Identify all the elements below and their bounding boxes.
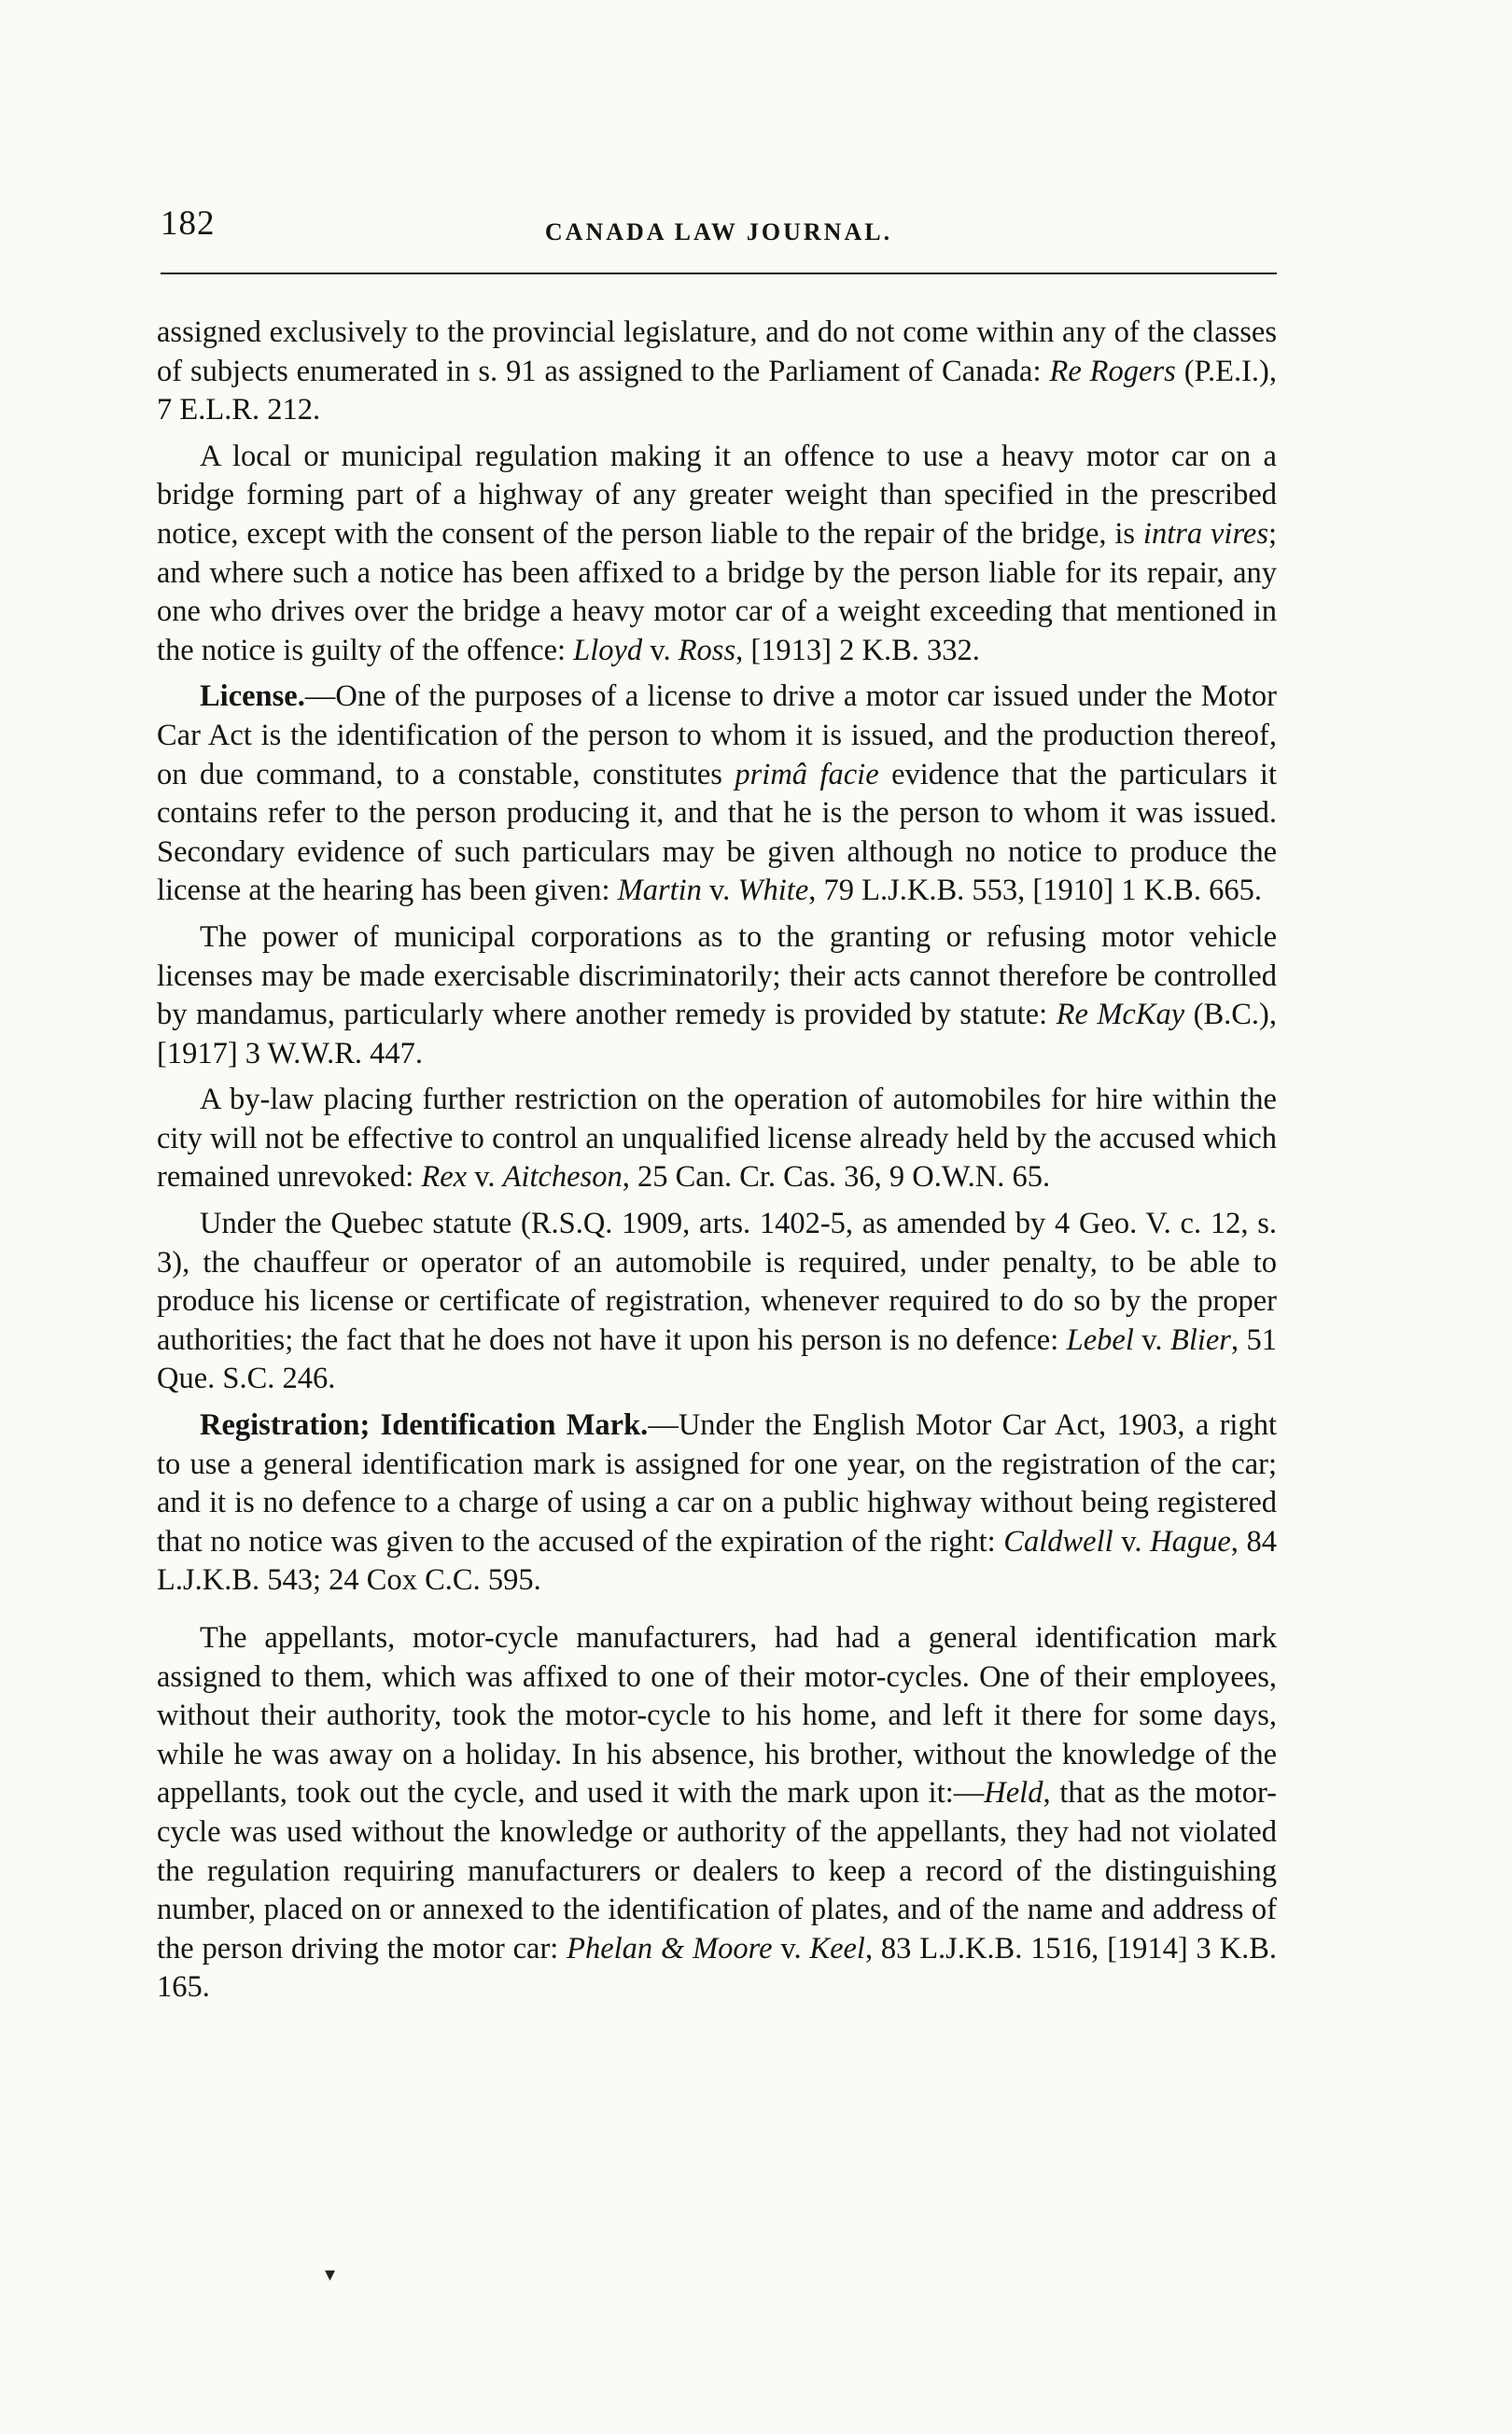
text-run: , 79 L.J.K.B. 553, [1910] 1 K.B. 665.: [808, 874, 1262, 908]
text-run: v.: [772, 1931, 810, 1965]
case-name: Aitcheson: [502, 1160, 623, 1195]
text-run: (P.E.I.), 7 E.L.R. 212.: [157, 354, 1277, 427]
text-run: , [1913] 2 K.B. 332.: [735, 633, 980, 667]
section-heading: License.: [200, 679, 305, 714]
case-name: Re Rogers: [1049, 354, 1176, 388]
case-name: Hague: [1150, 1524, 1231, 1559]
text-run: v.: [467, 1160, 503, 1195]
header-rule: [161, 273, 1277, 274]
running-head: CANADA LAW JOURNAL.: [544, 218, 893, 245]
paragraph-6: [157, 1205, 1277, 1399]
text-run: A local or municipal regulation making it an offence to use a heavy motor car on a bridge forming part of a highway of any greater weight than specified in the prescribed notice, except with the consent of the person liable to the repair of the bridge, is: [157, 439, 1277, 551]
text-run: ; and where such a notice has been affixed to a bridge by the person liable for its repair, any one who drives over the bridge a heavy motor car of a weight exceeding that mentioned in the notice is guilty of the offence:: [157, 516, 1277, 667]
paragraph-1: [157, 314, 1277, 430]
paragraph-7: [157, 1406, 1277, 1601]
text-run: The appellants, motor-cycle manufacturers, had had a general identification mark assigned to them, which was affixed to one of their motor-cycles. One of their employees, without their authority, took the motor-cycle to his home, and left it there for some days, while he was away on a holiday. In his absence, his brother, without the knowledge of the appellants, took out the cycle, and used it with the mark upon it:—: [157, 1621, 1277, 1811]
case-name: Lebel: [1066, 1322, 1134, 1357]
case-name: intra vires: [1142, 516, 1268, 551]
case-name: Rex: [421, 1160, 468, 1195]
text-run: A by-law placing further restriction on the operation of automobiles for hire within the city will not be effective to control an unqualified license already held by the accused which remained unrevoked:: [157, 1083, 1277, 1195]
case-name: Phelan & Moore: [567, 1931, 773, 1965]
text-run: —One of the purposes of a license to drive a motor car issued under the Motor Car Act is the identification of the person to whom it is issued, and the production thereof, on due command, to a constable, constitutes: [157, 679, 1277, 791]
paragraph-3: [157, 678, 1277, 911]
text-run: , 51 Que. S.C. 246.: [157, 1322, 1277, 1396]
case-name: White: [737, 874, 809, 908]
paragraph-8: [157, 1619, 1277, 2007]
text-run: v.: [642, 633, 679, 667]
text-run: Under the Quebec statute (R.S.Q. 1909, arts. 1402-5, as amended by 4 Geo. V. c. 12, s. 3), the chauffeur or operator of an automobile is required, under penalty, to be able to produce his license or certificate of registration, whenever required to do so by the proper authorities; the fact that he does not have it upon his person is no defence:: [157, 1207, 1277, 1357]
case-name: Re McKay: [1056, 998, 1185, 1032]
text-run: v.: [701, 874, 738, 908]
case-name: Caldwell: [1003, 1524, 1113, 1559]
paragraph-5: [157, 1081, 1277, 1197]
text-run: (B.C.), [1917] 3 W.W.R. 447.: [157, 998, 1277, 1070]
paragraph-2: [157, 438, 1277, 671]
page-number: 182: [161, 204, 216, 243]
text-run: The power of municipal corporations as to the granting or refusing motor vehicle licenses may be made exercisable discriminatorily; their acts cannot therefore be controlled by mandamus, particularly where another remedy is provided by statute:: [157, 919, 1277, 1032]
text-run: —Under the English Motor Car Act, 1903, a right to use a general identification mark is assigned for one year, on the registration of the car; and it is no defence to a charge of using a car on a public highway without being registered that no notice was given to the accused of the expiration of the right:: [157, 1408, 1277, 1559]
text-run: , 84 L.J.K.B. 543; 24 Cox C.C. 595.: [157, 1524, 1278, 1598]
body-text: [157, 314, 1277, 2015]
case-name: primâ facie: [735, 757, 879, 791]
ink-speck: ▾: [325, 2262, 336, 2286]
text-run: evidence that the particulars it contains refer to the person producing it, and that he is the person to whom it was issued. Secondary evidence of such particulars may be given although no notice to produce the license at the hearing has been given:: [157, 757, 1277, 908]
paragraph-4: [157, 918, 1277, 1073]
text-run: assigned exclusively to the provincial legislature, and do not come within any of the classes of subjects enumerated in s. 91 as assigned to the Parliament of Canada:: [157, 315, 1277, 388]
text-run: v.: [1133, 1322, 1170, 1357]
case-name: Held: [984, 1776, 1043, 1811]
case-name: Blier: [1169, 1322, 1231, 1357]
text-run: , 25 Can. Cr. Cas. 36, 9 O.W.N. 65.: [622, 1160, 1051, 1195]
section-heading: Registration; Identification Mark.: [200, 1408, 649, 1443]
case-name: Ross: [678, 633, 736, 667]
text-run: , that as the motor-cycle was used without the knowledge or authority of the appellants, they had not violated the regulation requiring manufacturers or dealers to keep a record of the distinguishing number, placed on or annexed to the identification of plates, and of the name and address of the person driving the motor car:: [157, 1776, 1277, 1965]
case-name: Keel: [809, 1931, 865, 1965]
case-name: Lloyd: [573, 633, 643, 667]
text-run: , 83 L.J.K.B. 1516, [1914] 3 K.B. 165.: [157, 1931, 1277, 2005]
text-run: v.: [1113, 1524, 1151, 1559]
case-name: Martin: [617, 874, 702, 908]
page-header: [161, 196, 1277, 271]
